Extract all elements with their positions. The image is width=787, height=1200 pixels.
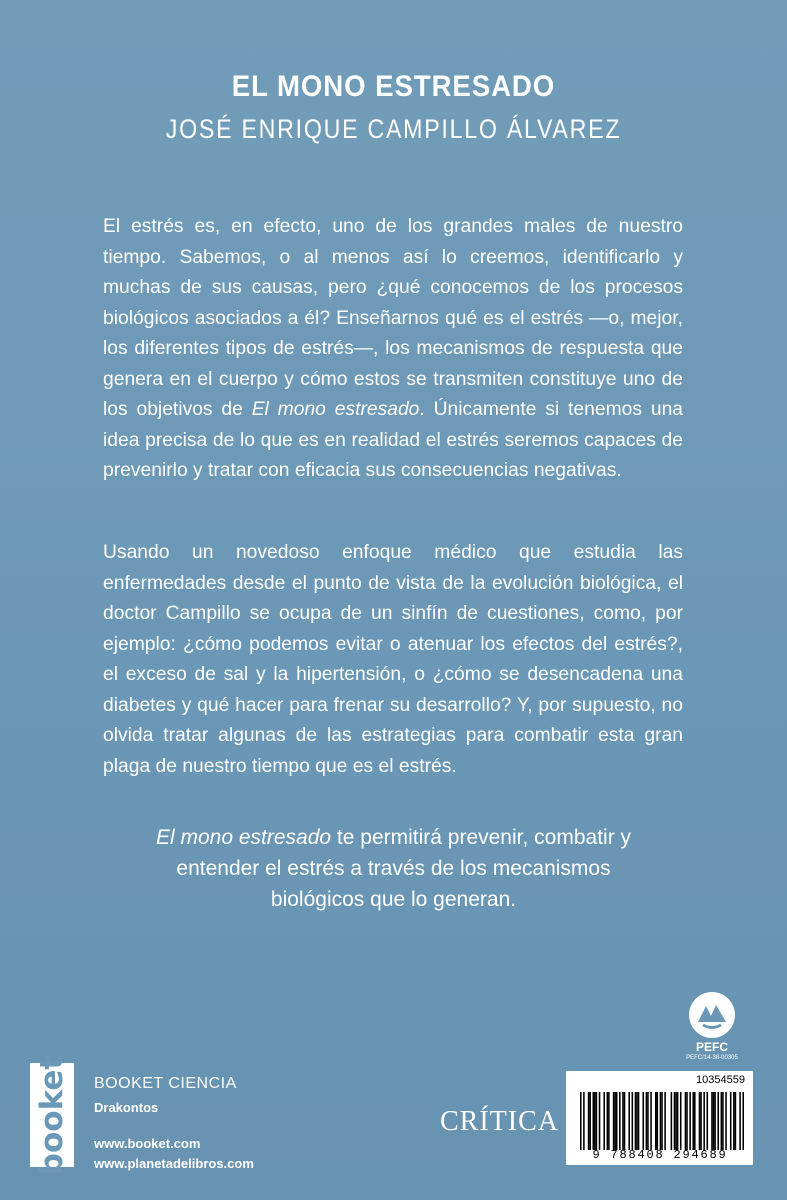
book-author: JOSÉ ENRIQUE CAMPILLO ÁLVAREZ bbox=[165, 114, 622, 144]
website-planetadelibros: www.planetadelibros.com bbox=[94, 1156, 254, 1171]
pefc-certification bbox=[684, 992, 740, 1061]
synopsis-paragraph-1 bbox=[103, 212, 683, 487]
synopsis-title-italic: El mono estresado bbox=[251, 399, 420, 420]
booket-logo: booket bbox=[34, 1054, 70, 1176]
pefc-tree-icon bbox=[689, 992, 735, 1038]
synopsis-text-1a: El estrés es, en efecto, uno de los grandes males de nuestro tiempo. Sabemos, o al menos así lo creemos, identificarlo y muchas de sus causas, pero ¿qué conocemos de los procesos biológicos asociados a él? Enseñarnos qué es el estrés —o, mejor, los diferentes tipos de estrés—, los mecanismos de respuesta que genera en el cuerpo y cómo estos se transmiten constituye uno de los objetivos de bbox=[103, 216, 683, 420]
website-booket: www.booket.com bbox=[94, 1136, 201, 1151]
synopsis-paragraph-2: Usando un novedoso enfoque médico que estudia las enfermedades desde el punto de vista de la evolución biológica, el doctor Campillo se ocupa de un sinfín de cuestiones, como, por ejemplo: ¿cómo podemos evitar o atenuar los efectos del estrés?, el exceso de sal y la hipertensión, o ¿cómo se desencadena una diabetes y qué hacer para frenar su desarrollo? Y, por supuesto, no olvida tratar algunas de las estrategias para combatir esta gran plaga de nuestro tiempo que es el estrés. bbox=[103, 542, 683, 777]
pefc-code: PEFC/14-38-00305 bbox=[686, 1055, 738, 1061]
closing-text: te permitirá prevenir, combatir y entender el estrés a través de los mecanismos biológicos que lo generan. bbox=[176, 826, 632, 911]
barcode-panel bbox=[566, 1071, 753, 1165]
book-title: EL MONO ESTRESADO bbox=[231, 70, 556, 103]
pefc-label: PEFC bbox=[695, 1040, 728, 1054]
publisher-logo: CRÍTICA bbox=[440, 1106, 559, 1137]
internal-code: 10354559 bbox=[696, 1074, 745, 1086]
closing-statement bbox=[130, 822, 657, 915]
barcode-icon bbox=[580, 1092, 744, 1150]
closing-title-italic: El mono estresado bbox=[155, 826, 332, 849]
synopsis-text-1b: . Únicamente si tenemos una idea precisa de lo que es en realidad el estrés seremos capaces de prevenirlo y tratar con eficacia sus consecuencias negativas. bbox=[103, 399, 684, 481]
series-name: BOOKET CIENCIA bbox=[94, 1075, 237, 1092]
isbn-number: 9 788408 294689 bbox=[592, 1148, 728, 1162]
subseries-name: Drakontos bbox=[94, 1100, 159, 1115]
